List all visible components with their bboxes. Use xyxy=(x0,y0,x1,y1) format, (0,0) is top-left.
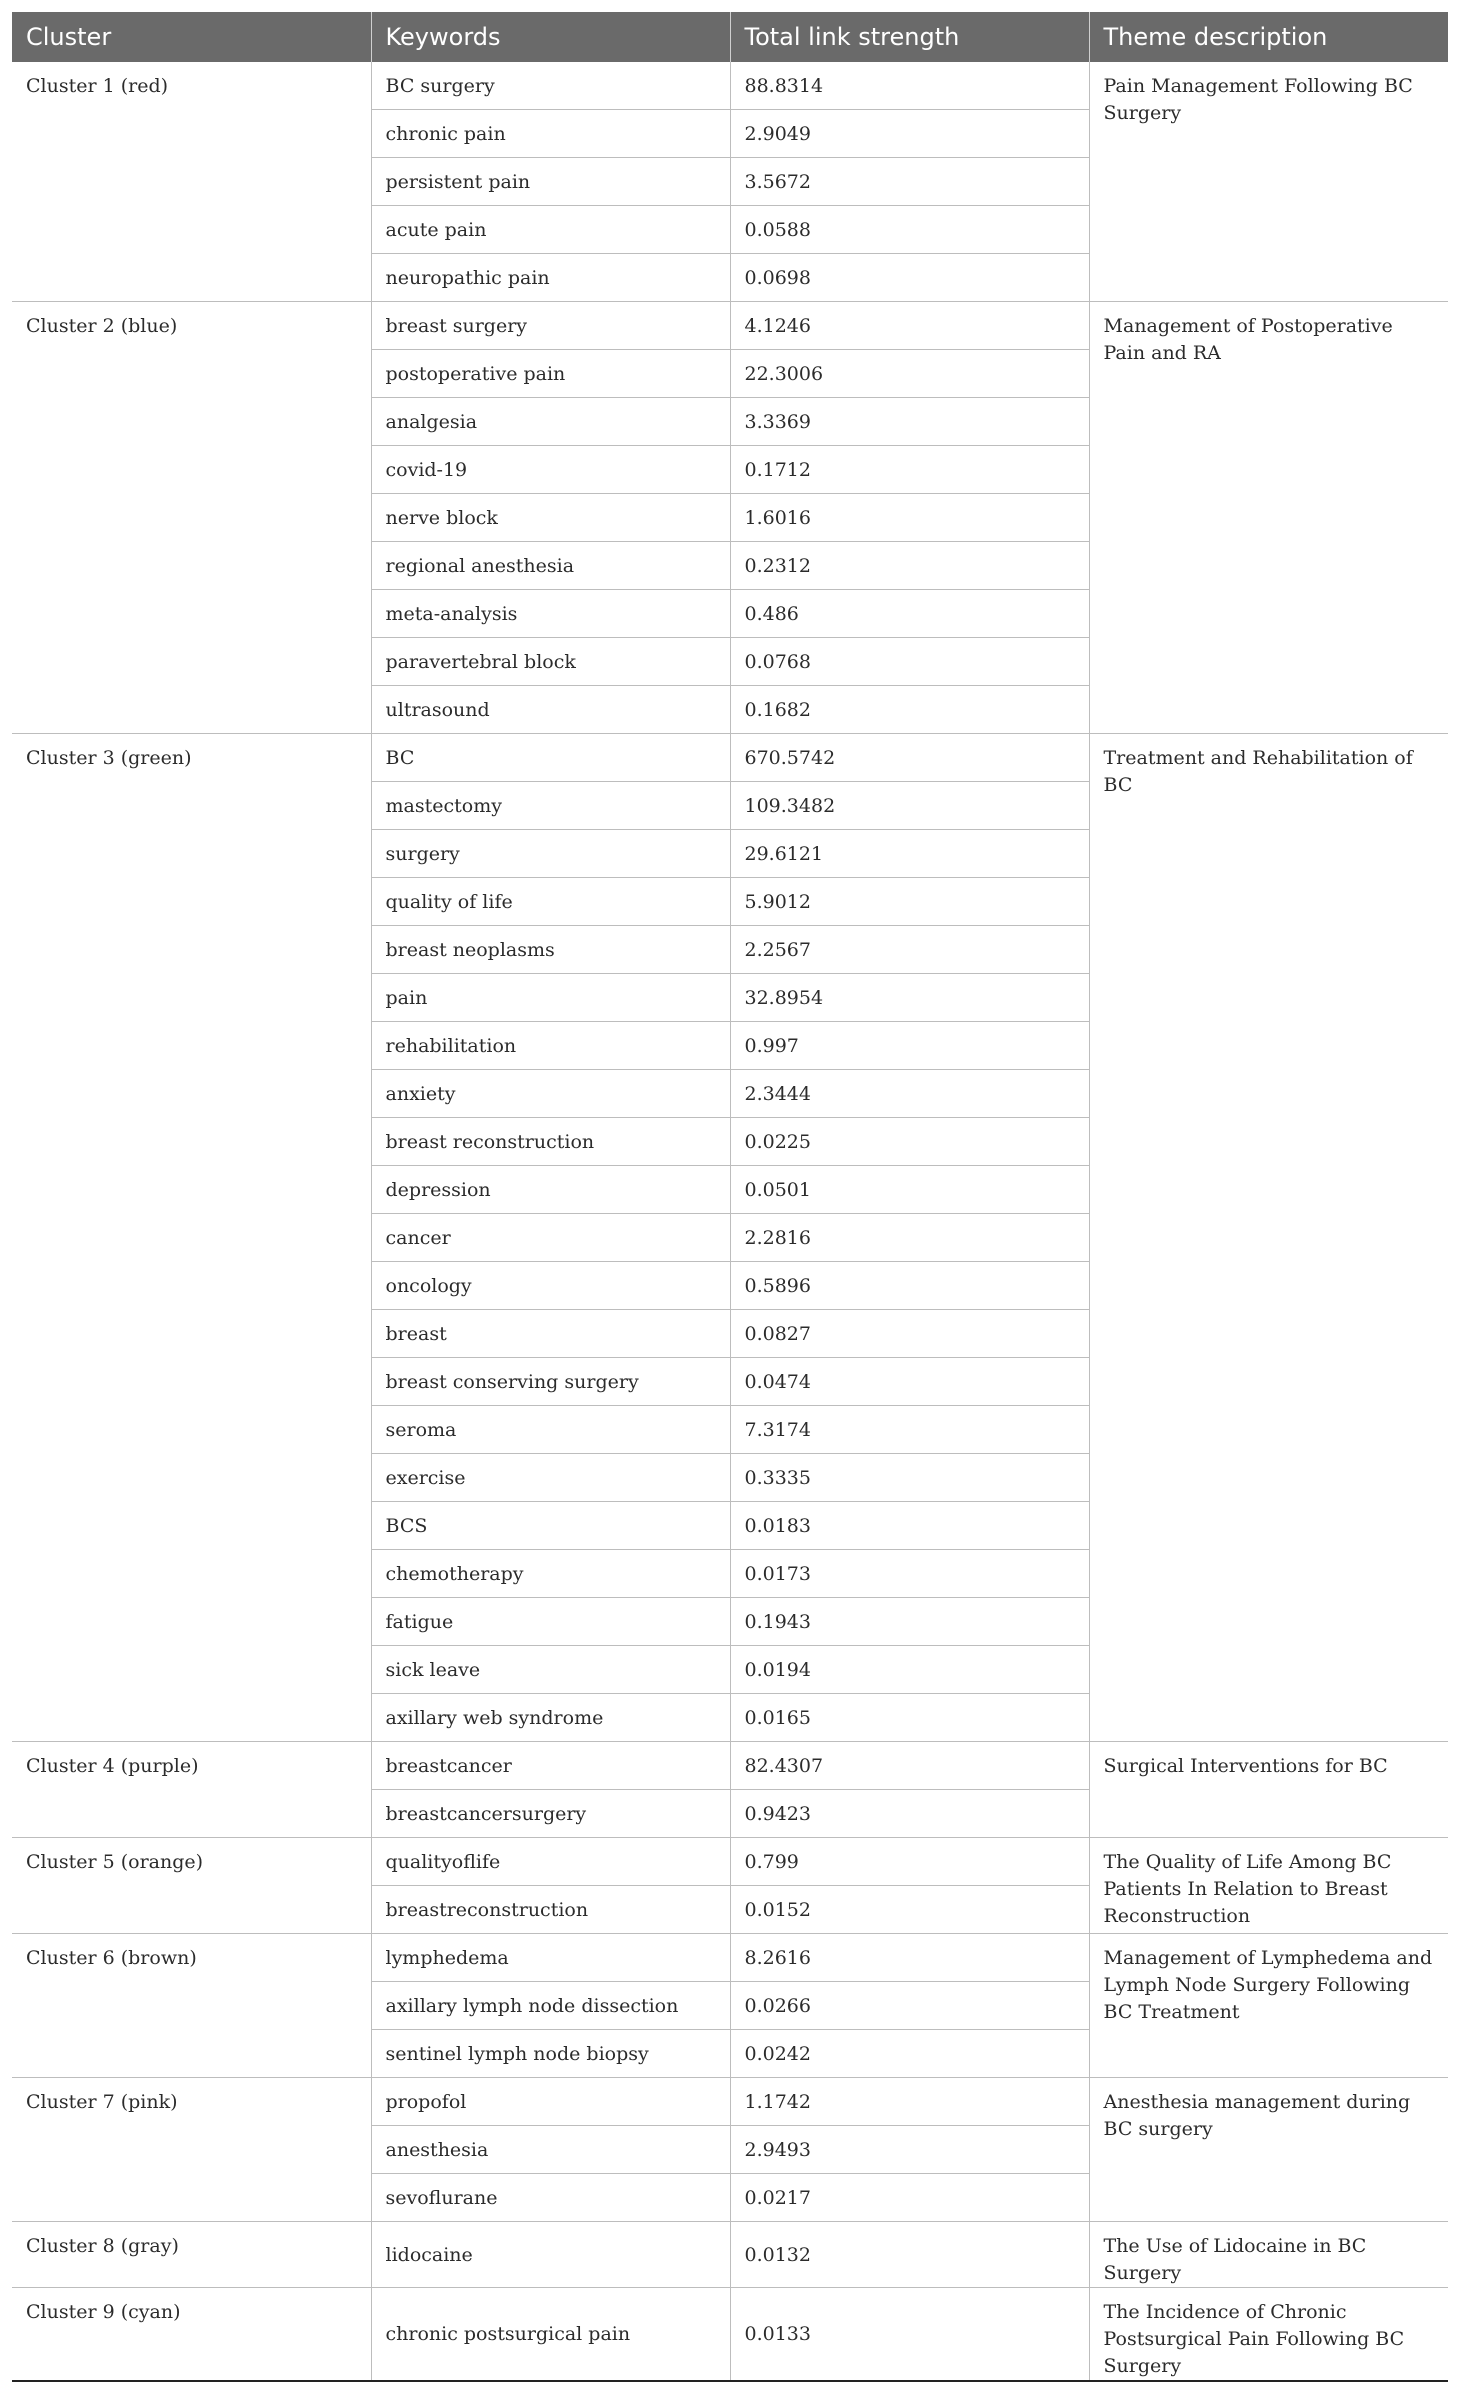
keyword-cell: breast conserving surgery xyxy=(371,1358,730,1406)
keyword-cell: cancer xyxy=(371,1214,730,1262)
table-row xyxy=(12,302,1448,350)
keyword-cell: analgesia xyxy=(371,398,730,446)
link-strength-cell: 2.3444 xyxy=(730,1070,1089,1118)
keyword-cell: breast reconstruction xyxy=(371,1118,730,1166)
table-row xyxy=(12,2288,1448,2382)
link-strength-cell: 29.6121 xyxy=(730,830,1089,878)
keyword-cell: exercise xyxy=(371,1454,730,1502)
keyword-cell: BC xyxy=(371,734,730,782)
theme-description-cell: Treatment and Rehabilitation of BC xyxy=(1089,734,1448,1742)
link-strength-cell: 0.0194 xyxy=(730,1646,1089,1694)
theme-description-cell: The Quality of Life Among BC Patients In Relation to Breast Reconstruction xyxy=(1089,1838,1448,1934)
keyword-cell: ultrasound xyxy=(371,686,730,734)
table-row xyxy=(12,1934,1448,1982)
keyword-cell: chemotherapy xyxy=(371,1550,730,1598)
keyword-cell: mastectomy xyxy=(371,782,730,830)
keyword-cell: anxiety xyxy=(371,1070,730,1118)
keyword-cell: lidocaine xyxy=(371,2222,730,2288)
theme-description-cell: The Incidence of Chronic Postsurgical Pain Following BC Surgery xyxy=(1089,2288,1448,2382)
cluster-name-cell: Cluster 2 (blue) xyxy=(12,302,371,734)
link-strength-cell: 0.0183 xyxy=(730,1502,1089,1550)
link-strength-cell: 0.0165 xyxy=(730,1694,1089,1742)
keyword-cluster-table xyxy=(12,12,1448,2382)
link-strength-cell: 0.0588 xyxy=(730,206,1089,254)
keyword-cell: sick leave xyxy=(371,1646,730,1694)
keyword-cell: neuropathic pain xyxy=(371,254,730,302)
link-strength-cell: 7.3174 xyxy=(730,1406,1089,1454)
header-total-link-strength: Total link strength xyxy=(730,12,1089,62)
link-strength-cell: 0.1682 xyxy=(730,686,1089,734)
keyword-cell: breastcancer xyxy=(371,1742,730,1790)
keyword-cell: axillary lymph node dissection xyxy=(371,1982,730,2030)
keyword-cell: propofol xyxy=(371,2078,730,2126)
keyword-cell: lymphedema xyxy=(371,1934,730,1982)
link-strength-cell: 1.6016 xyxy=(730,494,1089,542)
keyword-cell: depression xyxy=(371,1166,730,1214)
cluster-name-cell: Cluster 6 (brown) xyxy=(12,1934,371,2078)
link-strength-cell: 0.0698 xyxy=(730,254,1089,302)
link-strength-cell: 0.0768 xyxy=(730,638,1089,686)
theme-description-cell: Pain Management Following BC Surgery xyxy=(1089,62,1448,302)
link-strength-cell: 5.9012 xyxy=(730,878,1089,926)
link-strength-cell: 32.8954 xyxy=(730,974,1089,1022)
table-container xyxy=(12,12,1448,2382)
link-strength-cell: 0.0266 xyxy=(730,1982,1089,2030)
keyword-cell: breast surgery xyxy=(371,302,730,350)
header-theme-description: Theme description xyxy=(1089,12,1448,62)
link-strength-cell: 2.9049 xyxy=(730,110,1089,158)
link-strength-cell: 1.1742 xyxy=(730,2078,1089,2126)
keyword-cell: sevoflurane xyxy=(371,2174,730,2222)
link-strength-cell: 0.1712 xyxy=(730,446,1089,494)
link-strength-cell: 22.3006 xyxy=(730,350,1089,398)
keyword-cell: surgery xyxy=(371,830,730,878)
theme-description-cell: Management of Postoperative Pain and RA xyxy=(1089,302,1448,734)
keyword-cell: sentinel lymph node biopsy xyxy=(371,2030,730,2078)
link-strength-cell: 0.0501 xyxy=(730,1166,1089,1214)
cluster-name-cell: Cluster 3 (green) xyxy=(12,734,371,1742)
link-strength-cell: 0.0132 xyxy=(730,2222,1089,2288)
link-strength-cell: 82.4307 xyxy=(730,1742,1089,1790)
keyword-cell: breastreconstruction xyxy=(371,1886,730,1934)
theme-description-cell: Surgical Interventions for BC xyxy=(1089,1742,1448,1838)
cluster-name-cell: Cluster 4 (purple) xyxy=(12,1742,371,1838)
table-row xyxy=(12,734,1448,782)
cluster-name-cell: Cluster 5 (orange) xyxy=(12,1838,371,1934)
link-strength-cell: 670.5742 xyxy=(730,734,1089,782)
cluster-name-cell: Cluster 9 (cyan) xyxy=(12,2288,371,2382)
link-strength-cell: 0.0242 xyxy=(730,2030,1089,2078)
link-strength-cell: 0.0474 xyxy=(730,1358,1089,1406)
link-strength-cell: 0.0173 xyxy=(730,1550,1089,1598)
keyword-cell: meta-analysis xyxy=(371,590,730,638)
table-header xyxy=(12,12,1448,62)
link-strength-cell: 3.5672 xyxy=(730,158,1089,206)
link-strength-cell: 2.9493 xyxy=(730,2126,1089,2174)
keyword-cell: fatigue xyxy=(371,1598,730,1646)
keyword-cell: acute pain xyxy=(371,206,730,254)
keyword-cell: pain xyxy=(371,974,730,1022)
theme-description-cell: Management of Lymphedema and Lymph Node Surgery Following BC Treatment xyxy=(1089,1934,1448,2078)
link-strength-cell: 0.0827 xyxy=(730,1310,1089,1358)
link-strength-cell: 2.2816 xyxy=(730,1214,1089,1262)
link-strength-cell: 109.3482 xyxy=(730,782,1089,830)
keyword-cell: axillary web syndrome xyxy=(371,1694,730,1742)
keyword-cell: anesthesia xyxy=(371,2126,730,2174)
keyword-cell: covid-19 xyxy=(371,446,730,494)
header-cluster: Cluster xyxy=(12,12,371,62)
cluster-name-cell: Cluster 1 (red) xyxy=(12,62,371,302)
link-strength-cell: 8.2616 xyxy=(730,1934,1089,1982)
keyword-cell: breast neoplasms xyxy=(371,926,730,974)
table-row xyxy=(12,1838,1448,1886)
cluster-name-cell: Cluster 7 (pink) xyxy=(12,2078,371,2222)
link-strength-cell: 0.0225 xyxy=(730,1118,1089,1166)
theme-description-cell: Anesthesia management during BC surgery xyxy=(1089,2078,1448,2222)
link-strength-cell: 0.0152 xyxy=(730,1886,1089,1934)
link-strength-cell: 0.3335 xyxy=(730,1454,1089,1502)
keyword-cell: chronic postsurgical pain xyxy=(371,2288,730,2382)
table-row xyxy=(12,2078,1448,2126)
link-strength-cell: 0.997 xyxy=(730,1022,1089,1070)
keyword-cell: breastcancersurgery xyxy=(371,1790,730,1838)
keyword-cell: postoperative pain xyxy=(371,350,730,398)
keyword-cell: breast xyxy=(371,1310,730,1358)
link-strength-cell: 0.0133 xyxy=(730,2288,1089,2382)
header-row xyxy=(12,12,1448,62)
link-strength-cell: 0.1943 xyxy=(730,1598,1089,1646)
table-row xyxy=(12,2222,1448,2288)
link-strength-cell: 0.486 xyxy=(730,590,1089,638)
keyword-cell: nerve block xyxy=(371,494,730,542)
link-strength-cell: 0.9423 xyxy=(730,1790,1089,1838)
keyword-cell: oncology xyxy=(371,1262,730,1310)
link-strength-cell: 0.5896 xyxy=(730,1262,1089,1310)
table-body xyxy=(12,62,1448,2381)
keyword-cell: rehabilitation xyxy=(371,1022,730,1070)
cluster-name-cell: Cluster 8 (gray) xyxy=(12,2222,371,2288)
keyword-cell: BC surgery xyxy=(371,62,730,110)
theme-description-cell: The Use of Lidocaine in BC Surgery xyxy=(1089,2222,1448,2288)
keyword-cell: quality of life xyxy=(371,878,730,926)
link-strength-cell: 0.2312 xyxy=(730,542,1089,590)
keyword-cell: paravertebral block xyxy=(371,638,730,686)
link-strength-cell: 2.2567 xyxy=(730,926,1089,974)
header-keywords: Keywords xyxy=(371,12,730,62)
link-strength-cell: 3.3369 xyxy=(730,398,1089,446)
keyword-cell: BCS xyxy=(371,1502,730,1550)
link-strength-cell: 0.0217 xyxy=(730,2174,1089,2222)
link-strength-cell: 0.799 xyxy=(730,1838,1089,1886)
keyword-cell: seroma xyxy=(371,1406,730,1454)
table-row xyxy=(12,1742,1448,1790)
keyword-cell: persistent pain xyxy=(371,158,730,206)
keyword-cell: regional anesthesia xyxy=(371,542,730,590)
table-row xyxy=(12,62,1448,110)
link-strength-cell: 4.1246 xyxy=(730,302,1089,350)
keyword-cell: qualityoflife xyxy=(371,1838,730,1886)
link-strength-cell: 88.8314 xyxy=(730,62,1089,110)
keyword-cell: chronic pain xyxy=(371,110,730,158)
